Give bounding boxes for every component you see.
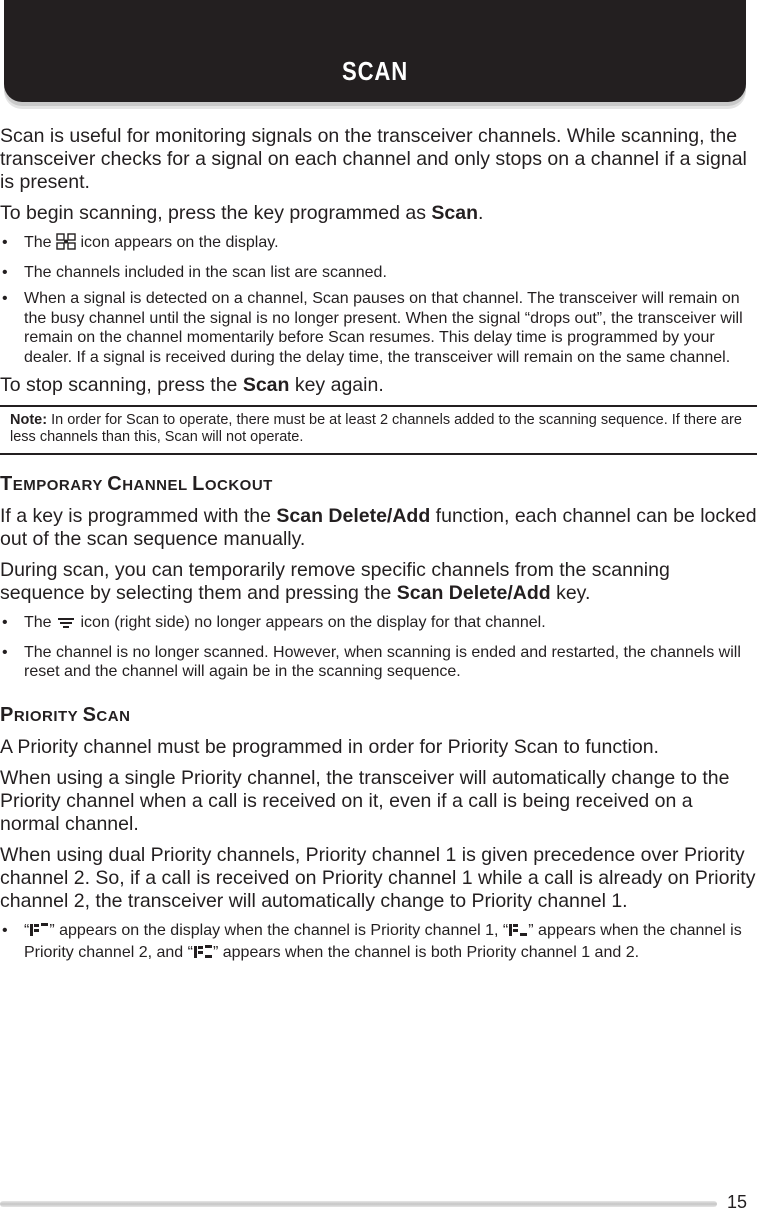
- list-item: • The icon appears on the display.: [0, 233, 757, 256]
- priority-p3: When using dual Priority channels, Priority channel 1 is given precedence over Priority channel 2. So, if a call is received on Priority channel 1 while a call is already on Priority channel 2, the transceiver will automatically change to Priority channel 1.: [0, 843, 756, 912]
- priority-p1: A Priority channel must be programmed in order for Priority Scan to function.: [0, 735, 659, 758]
- priority-p2: When using a single Priority channel, the transceiver will automatically change to the Priority channel when a call is received on it, even if a call is being received on a normal channel.: [0, 766, 730, 835]
- temp-lockout-heading: TEMPORARY CHANNEL LOCKOUT: [0, 473, 273, 495]
- priority-2-icon: [508, 922, 528, 944]
- list-item: • The channels included in the scan list are scanned.: [2, 263, 387, 281]
- main-content: [0, 125, 757, 973]
- list-item: • The icon (right side) no longer appears on the display for that channel.: [0, 613, 757, 636]
- scan-intro: Scan is useful for monitoring signals on the transceiver channels. While scanning, the transceiver checks for a signal on each channel and only stops on a channel if a signal is present.: [0, 125, 747, 193]
- scan-icon: [56, 233, 76, 256]
- list-item: • When a signal is detected on a channel, Scan pauses on that channel. The transceiver will remain on the busy channel until the signal is no longer present. When the signal “drops out”, the transceiver will remain on the channel momentarily before Scan resumes. This delay time is programmed by your dealer. If a signal is received during the delay time, the transceiver will remain on the same channel.: [2, 290, 743, 366]
- priority-scan-heading: PRIORITY SCAN: [0, 703, 131, 726]
- scan-bullets: [0, 233, 757, 367]
- list-item: • The channel is no longer scanned. However, when scanning is ended and restarted, the channels will reset and the channel will again be in the scanning sequence.: [2, 643, 741, 680]
- footer-rule: [0, 1201, 717, 1207]
- page-title: SCAN: [341, 56, 409, 86]
- temp-lockout-p2: During scan, you can temporarily remove specific channels from the scanning sequence by selecting them and pressing the Scan Delete/Add key.: [0, 559, 670, 604]
- list-item: • “ ” appears on the display when the channel is Priority channel 1, “ ” appears when the channel is Priority channel 2, and “ ” appears when the channel is both Priority channel 1 and 2.: [0, 921, 757, 966]
- page-number: 15: [727, 1192, 748, 1212]
- priority-both-icon: [193, 944, 213, 966]
- scan-stop: To stop scanning, press the Scan key again.: [0, 374, 384, 396]
- priority-1-icon: [29, 922, 49, 944]
- scan-note: Note: In order for Scan to operate, there must be at least 2 channels added to the scanning sequence. If there are less channels than this, Scan will not operate.: [0, 405, 757, 455]
- scan-begin: To begin scanning, press the key programmed as Scan.: [0, 202, 484, 224]
- temp-lockout-bullets: [0, 613, 757, 682]
- scan-list-icon: [56, 616, 76, 636]
- temp-lockout-p1: If a key is programmed with the Scan Delete/Add function, each channel can be locked out of the scan sequence manually.: [0, 505, 757, 550]
- priority-bullets: [0, 921, 757, 966]
